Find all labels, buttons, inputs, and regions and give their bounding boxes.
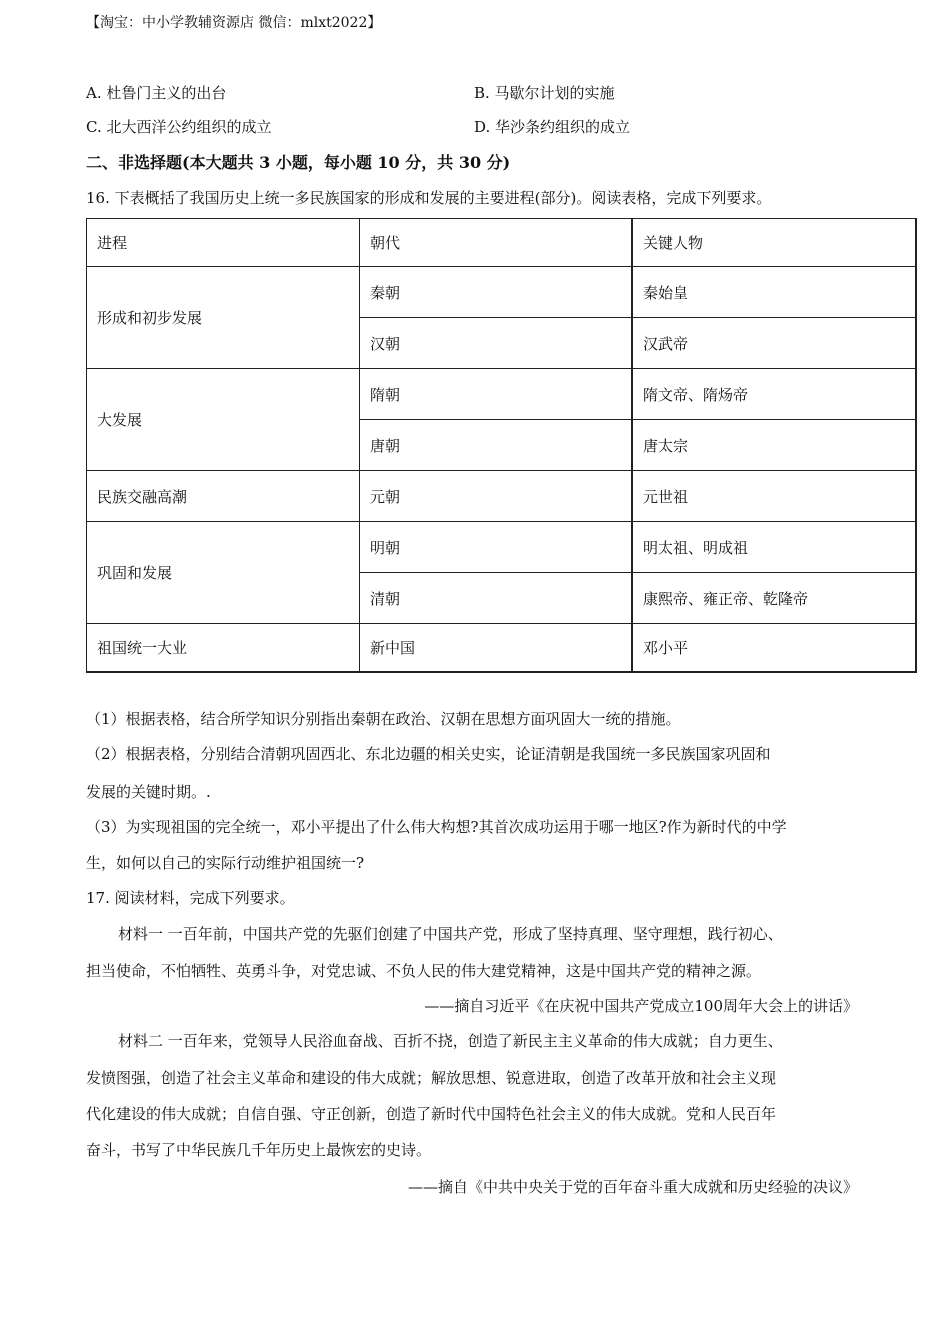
- section-title: 二、非选择题(本大题共 3 小题，每小题 10 分，共 30 分): [86, 153, 511, 172]
- page-header: 【淘宝：中小学教辅资源店 微信：mlxt2022】: [86, 15, 382, 31]
- q16-sub1: （1）根据表格，结合所学知识分别指出秦朝在政治、汉朝在思想方面巩固大一统的措施。: [86, 710, 681, 728]
- q16-sub2-line2: 发展的关键时期。.: [86, 783, 211, 801]
- option-a: A. 杜鲁门主义的出台: [86, 84, 227, 102]
- material-1-source: ——摘自习近平《在庆祝中国共产党成立100周年大会上的讲话》: [424, 997, 858, 1015]
- person-cell: 元世祖: [632, 471, 916, 522]
- stage-cell: 大发展: [87, 369, 360, 471]
- question-17-stem: 17. 阅读材料，完成下列要求。: [86, 889, 295, 907]
- dynasty-cell: 新中国: [360, 624, 633, 673]
- material-2-source: ——摘自《中共中央关于党的百年奋斗重大成就和历史经验的决议》: [407, 1178, 858, 1196]
- option-c: C. 北大西洋公约组织的成立: [86, 118, 272, 136]
- stage-cell: 巩固和发展: [87, 522, 360, 624]
- material-2-line2: 发愤图强，创造了社会主义革命和建设的伟大成就；解放思想、锐意进取，创造了改革开放和社会主义现: [86, 1069, 777, 1087]
- material-2-line1: 材料二 一百年来，党领导人民浴血奋战、百折不挠，创造了新民主主义革命的伟大成就；自力更生、: [118, 1032, 783, 1050]
- header-person: 关键人物: [632, 219, 916, 267]
- table-row: [87, 624, 917, 673]
- table-row: [87, 369, 917, 420]
- option-d: D. 华沙条约组织的成立: [474, 118, 631, 136]
- q16-sub2-line1: （2）根据表格，分别结合清朝巩固西北、东北边疆的相关史实，论证清朝是我国统一多民族国家巩固和: [86, 745, 771, 763]
- header-stage: 进程: [87, 219, 360, 267]
- stage-cell: 形成和初步发展: [87, 267, 360, 369]
- person-cell: 唐太宗: [632, 420, 916, 471]
- table-row: [87, 267, 917, 318]
- stage-cell: 祖国统一大业: [87, 624, 360, 673]
- q16-sub3-line2: 生，如何以自己的实际行动维护祖国统一?: [86, 854, 365, 872]
- person-cell: 秦始皇: [632, 267, 916, 318]
- option-b: B. 马歇尔计划的实施: [474, 84, 615, 102]
- person-cell: 邓小平: [632, 624, 916, 673]
- dynasty-cell: 元朝: [360, 471, 633, 522]
- dynasty-cell: 清朝: [360, 573, 633, 624]
- material-2-line3: 代化建设的伟大成就；自信自强、守正创新，创造了新时代中国特色社会主义的伟大成就。党和人民百年: [86, 1105, 777, 1123]
- question-16-stem: 16. 下表概括了我国历史上统一多民族国家的形成和发展的主要进程(部分)。阅读表格，完成下列要求。: [86, 189, 772, 207]
- stage-cell: 民族交融高潮: [87, 471, 360, 522]
- person-cell: 康熙帝、雍正帝、乾隆帝: [632, 573, 916, 624]
- dynasty-cell: 汉朝: [360, 318, 633, 369]
- dynasty-cell: 隋朝: [360, 369, 633, 420]
- material-2-line4: 奋斗，书写了中华民族几千年历史上最恢宏的史诗。: [86, 1141, 432, 1159]
- material-1-line1: 材料一 一百年前，中国共产党的先驱们创建了中国共产党，形成了坚持真理、坚守理想，践行初心、: [118, 925, 783, 943]
- dynasty-cell: 唐朝: [360, 420, 633, 471]
- table-row: [87, 471, 917, 522]
- history-table: [86, 218, 917, 673]
- person-cell: 隋文帝、隋炀帝: [632, 369, 916, 420]
- material-1-line2: 担当使命，不怕牺牲、英勇斗争，对党忠诚、不负人民的伟大建党精神，这是中国共产党的精神之源。: [86, 962, 762, 980]
- dynasty-cell: 秦朝: [360, 267, 633, 318]
- header-dynasty: 朝代: [360, 219, 633, 267]
- person-cell: 明太祖、明成祖: [632, 522, 916, 573]
- person-cell: 汉武帝: [632, 318, 916, 369]
- q16-sub3-line1: （3）为实现祖国的完全统一，邓小平提出了什么伟大构想?其首次成功运用于哪一地区?作为新时代的中学: [86, 818, 787, 836]
- table-row: [87, 522, 917, 573]
- table-header-row: [87, 219, 917, 267]
- dynasty-cell: 明朝: [360, 522, 633, 573]
